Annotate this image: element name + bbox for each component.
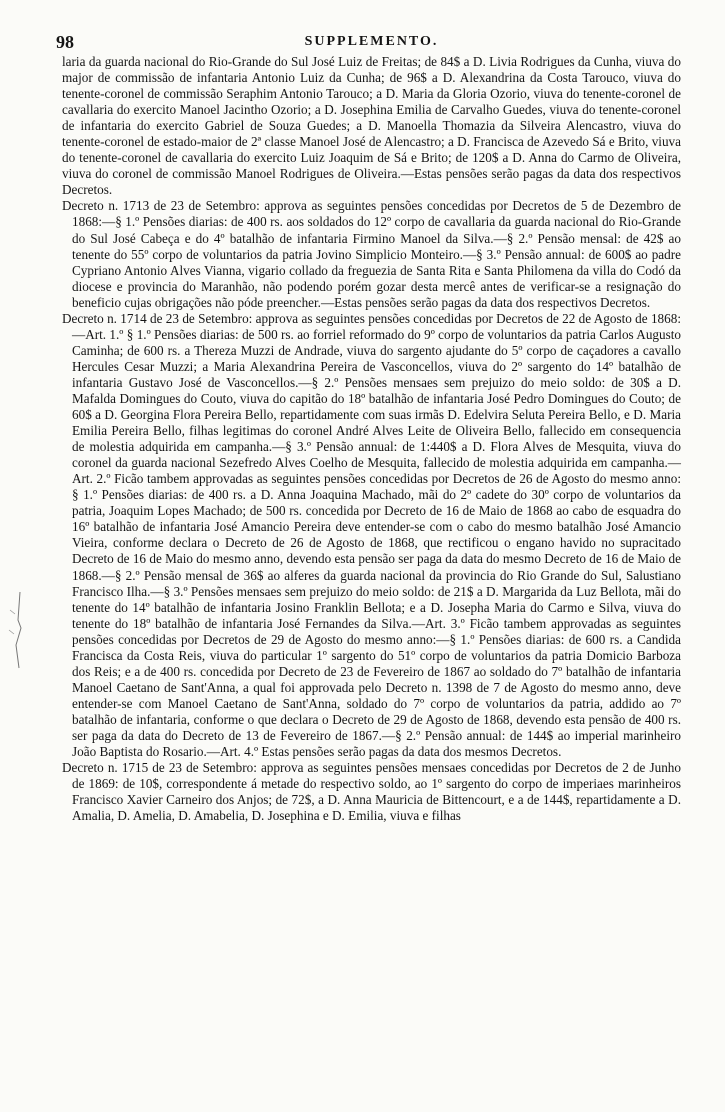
paragraph-continuation: laria da guarda nacional do Rio-Grande do Sul José Luiz de Freitas; de 84$ a D. Livia Rodrigues da Cunha, viuva do major de commissão de infantaria Antonio Luiz da Cunha; de 96$ a D. Alexandrina da Costa Tarouco, viuva do tenente-coronel de commissão Seraphim Antonio Tarouco; a D. Maria da Gloria Ozorio, viuva do tenente-coronel de cavallaria do exercito Manoel Jacintho Ozorio; a D. Josephina Emilia de Carvalho Guedes, viuva do tenente-coronel de infantaria do exercito Gabriel de Souza Guedes; a D. Manoella Thomazia da Silveira Alencastro, viuva do tenente-coronel de estado-maior de 2ª classe Manoel José de Alencastro; a D. Francisca de Azevedo Sá e Brito, viuva do tenente-coronel de cavallaria do exercito Luiz Joaquim de Sá e Brito; de 120$ a D. Anna do Carmo de Oliveira, viuva do coronel de commissão Manoel Rodrigues de Oliveira.—Estas pensões serão pagas da data dos respectivos Decretos.: [62, 54, 681, 198]
paragraph-decreto-1715: Decreto n. 1715 de 23 de Setembro: approva as seguintes pensões mensaes concedidas por Decretos de 2 de Junho de 1869: de 10$, correspondente á metade do respectivo soldo, ao 1º sargento do corpo de imperiaes marinheiros Francisco Xavier Carneiro dos Anjos; de 72$, a D. Anna Mauricia de Bittencourt, e a de 144$, repartidamente a D. Amalia, D. Amelia, D. Amabelia, D. Josephina e D. Emilia, viuva e filhas: [62, 760, 681, 824]
running-title: SUPPLEMENTO.: [304, 34, 439, 49]
body-text: [62, 54, 681, 824]
page-number: 98: [56, 32, 74, 52]
page-header: [56, 32, 681, 54]
paragraph-decreto-1713: Decreto n. 1713 de 23 de Setembro: approva as seguintes pensões concedidas por Decretos de 5 de Dezembro de 1868:—§ 1.º Pensões diarias: de 400 rs. aos soldados do 12º corpo de cavallaria da guarda nacional do Rio-Grande do Sul José Cabeça e do 4º batalhão de infantaria Firmino Manoel da Silva.—§ 2.º Pensão mensal: de 42$ ao tenente do 55º corpo de voluntarios da patria Jovino Simplicio Monteiro.—§ 3.º Pensão annual: de 600$ ao padre Cypriano Antonio Alves Vianna, vigario collado da freguezia de Santa Rita e Santa Philomena da villa do Codó da diocese e provincia do Maranhão, não podendo porém gozar desta mercê antes de verificar-se a resignação do beneficio cujas obrigações não póde preencher.—Estas pensões serão pagas da data dos respectivos Decretos.: [62, 198, 681, 310]
margin-pencil-mark: [6, 590, 26, 670]
paragraph-decreto-1714: Decreto n. 1714 de 23 de Setembro: approva as seguintes pensões concedidas por Decretos de 22 de Agosto de 1868:—Art. 1.º § 1.º Pensões diarias: de 500 rs. ao forriel reformado do 9º corpo de voluntarios da patria Carlos Augusto Caminha; de 600 rs. a Thereza Muzzi de Andrade, viuva do sargento ajudante do 5º corpo de caçadores a cavallo Hercules Cesar Muzzi; a Maria Alexandrina Pereira de Vasconcellos, viuva do 2º sargento do 14º batalhão de infantaria Gustavo José de Vasconcellos.—§ 2.º Pensões mensaes sem prejuizo do meio soldo: de 30$ a D. Mafalda Domingues do Couto, viuva do capitão do 18º batalhão de infantaria José Pedro Domingues do Couto; de 60$ a D. Georgina Flora Pereira Bello, repartidamente com suas irmãs D. Edelvira Seluta Pereira Bello, e D. Maria Emilia Pereira Bello, filhas legitimas do coronel André Alves Leite de Oliveira Bello, fallecido em consequencia de molestia adquirida em campanha.—§ 3.º Pensão annual: de 1:440$ a D. Flora Alves de Mesquita, viuva do coronel da guarda nacional Sezefredo Alves Coelho de Mesquita, fallecido de molestia adquirida em campanha.—Art. 2.º Ficão tambem approvadas as seguintes pensões concedidas por Decretos de 26 de Agosto do mesmo anno: § 1.º Pensões diarias: de 400 rs. a D. Anna Joaquina Machado, mãi do 2º cadete do 30º corpo de voluntarios da patria, Joaquim Lopes Machado; de 500 rs. concedida por Decreto de 16 de Maio de 1868 ao cabo de esquadra do 16º batalhão de infantaria José Amancio Pereira deve entender-se com o cabo do mesmo batalhão José Amancio Vieira, conforme declara o Decreto de 26 de Agosto de 1868, que rectificou o engano havido no supracitado Decreto de 16 de Maio do mesmo anno, devendo esta pensão ser paga da data do mesmo Decreto de 16 de Maio de 1868.—§ 2.º Pensão mensal de 36$ ao alferes da guarda nacional da provincia do Rio Grande do Sul, Salustiano Francisco Ilha.—§ 3.º Pensões mensaes sem prejuizo do meio soldo: de 21$ a D. Margarida da Luz Bellota, mãi do tenente do 14º batalhão de infantaria Josino Franklin Bellota; e a D. Josepha Maria do Carmo e Silva, viuva do tenente do 18º batalhão de infantaria José Fernandes da Silva.—Art. 3.º Ficão tambem approvadas as seguintes pensões concedidas por Decretos de 29 de Agosto do mesmo anno:—§ 1.º Pensões diarias: de 600 rs. a Candida Francisca da Costa Reis, viuva do particular 1º sargento do 51º corpo de voluntarios da patria Domicio Barboza dos Reis; e a de 400 rs. concedida por Decreto de 23 de Fevereiro de 1867 ao soldado do 7º batalhão de infantaria Manoel Caetano de Sant'Anna, a qual foi approvada pelo Decreto n. 1398 de 7 de Agosto do mesmo anno, deve entender-se com Manoel Caetano de Sant'Anna, soldado do 7º corpo de voluntarios da patria, addido ao 7º batalhão de infantaria, conforme o que declara o Decreto de 29 de Agosto de 1868, devendo esta pensão de 400 rs. ser paga da data do Decreto de 13 de Fevereiro de 1867.—§ 2.º Pensão annual: de 144$ ao imperial marinheiro João Baptista do Rosario.—Art. 4.º Estas pensões serão pagas da data dos mesmos Decretos.: [62, 310, 681, 760]
